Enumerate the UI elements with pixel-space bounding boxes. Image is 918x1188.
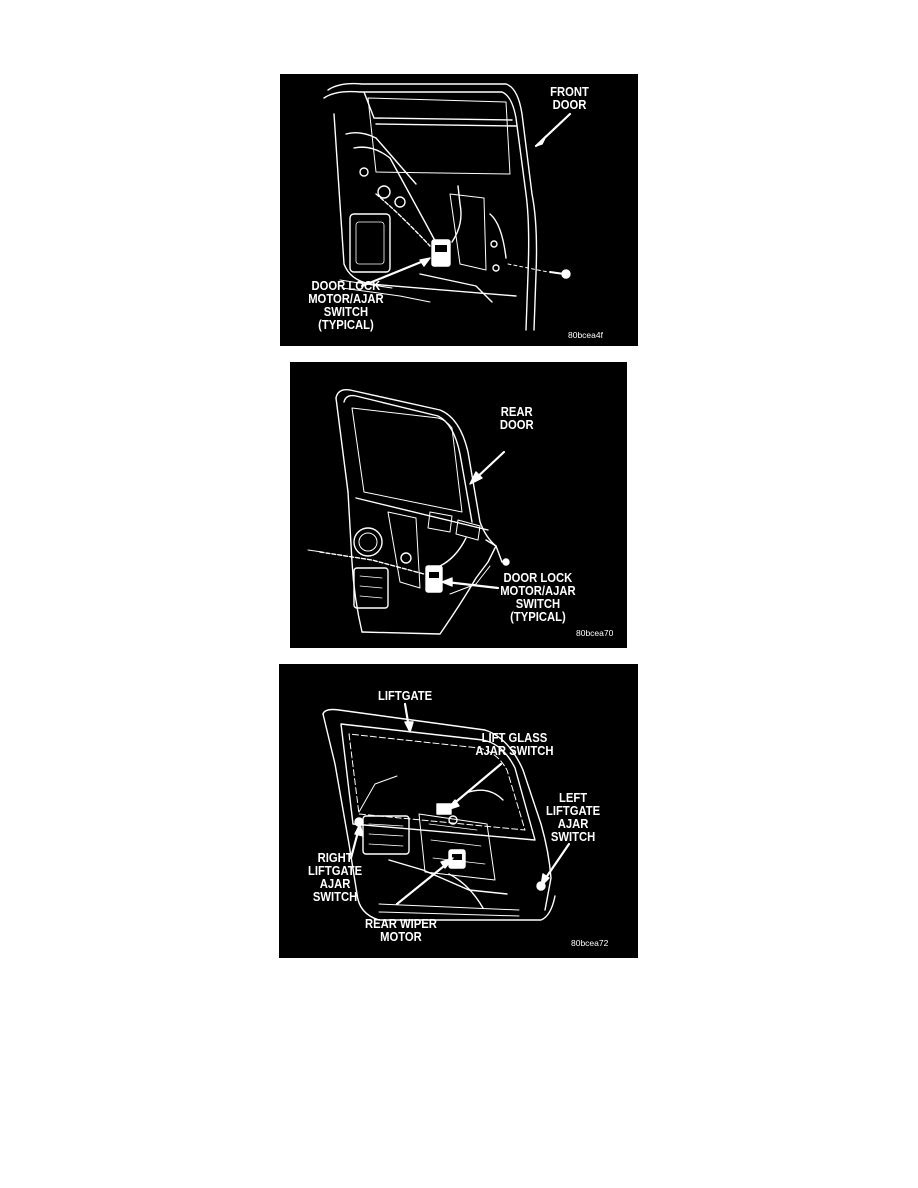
- liftgate-figure: [279, 664, 638, 958]
- door-lock-motor-label-line: SWITCH: [323, 305, 369, 319]
- door-lock-motor-label-line: (TYPICAL): [510, 610, 566, 624]
- lift-glass-label-line: AJAR SWITCH: [475, 744, 554, 758]
- left-liftgate-label-line: LEFT: [559, 791, 588, 805]
- lift-glass-ajar-switch-label: [475, 732, 553, 758]
- left-liftgate-label-line: AJAR: [557, 817, 589, 831]
- rear-door-figure: [290, 362, 627, 648]
- door-lock-motor-label-line: (TYPICAL): [318, 318, 374, 332]
- left-liftgate-label-line: LIFTGATE: [546, 804, 601, 818]
- door-lock-motor-label-line: SWITCH: [515, 597, 561, 611]
- door-lock-motor-label-line: MOTOR/AJAR: [500, 584, 576, 598]
- door-lock-motor-label-line: DOOR LOCK: [311, 279, 381, 293]
- figure-code: 80bcea72: [571, 938, 609, 948]
- rear-wiper-label-line: REAR WIPER: [364, 917, 437, 931]
- front-door-label-line: DOOR: [552, 98, 587, 112]
- right-liftgate-ajar-switch-label: [308, 852, 362, 904]
- left-liftgate-label-line: SWITCH: [550, 830, 596, 844]
- front-door-figure: [280, 74, 638, 346]
- rear-wiper-label-line: MOTOR: [380, 930, 422, 944]
- rear-door-label-line: REAR: [500, 405, 533, 419]
- right-liftgate-label-line: AJAR: [319, 877, 351, 891]
- right-liftgate-label-line: LIFTGATE: [308, 864, 363, 878]
- liftgate-label-line: LIFTGATE: [378, 689, 433, 703]
- front-door-label: [550, 86, 589, 112]
- left-liftgate-ajar-switch-label: [546, 792, 600, 844]
- rear-door-label-line: DOOR: [499, 418, 534, 432]
- door-lock-motor-label: [308, 280, 383, 332]
- door-lock-motor-label: [500, 572, 575, 624]
- front-door-label-line: FRONT: [550, 85, 589, 99]
- lift-glass-label-line: LIFT GLASS: [481, 731, 548, 745]
- door-lock-motor-label-line: DOOR LOCK: [503, 571, 573, 585]
- liftgate-label: [378, 690, 432, 703]
- rear-wiper-motor-label: [365, 918, 437, 944]
- right-liftgate-label-line: RIGHT: [317, 851, 353, 865]
- door-lock-motor-label-line: MOTOR/AJAR: [308, 292, 384, 306]
- figure-code: 80bcea70: [576, 628, 614, 638]
- rear-door-illustration: [290, 362, 627, 648]
- figure-code: 80bcea4f: [568, 330, 603, 340]
- rear-door-label: [500, 406, 534, 432]
- right-liftgate-label-line: SWITCH: [312, 890, 358, 904]
